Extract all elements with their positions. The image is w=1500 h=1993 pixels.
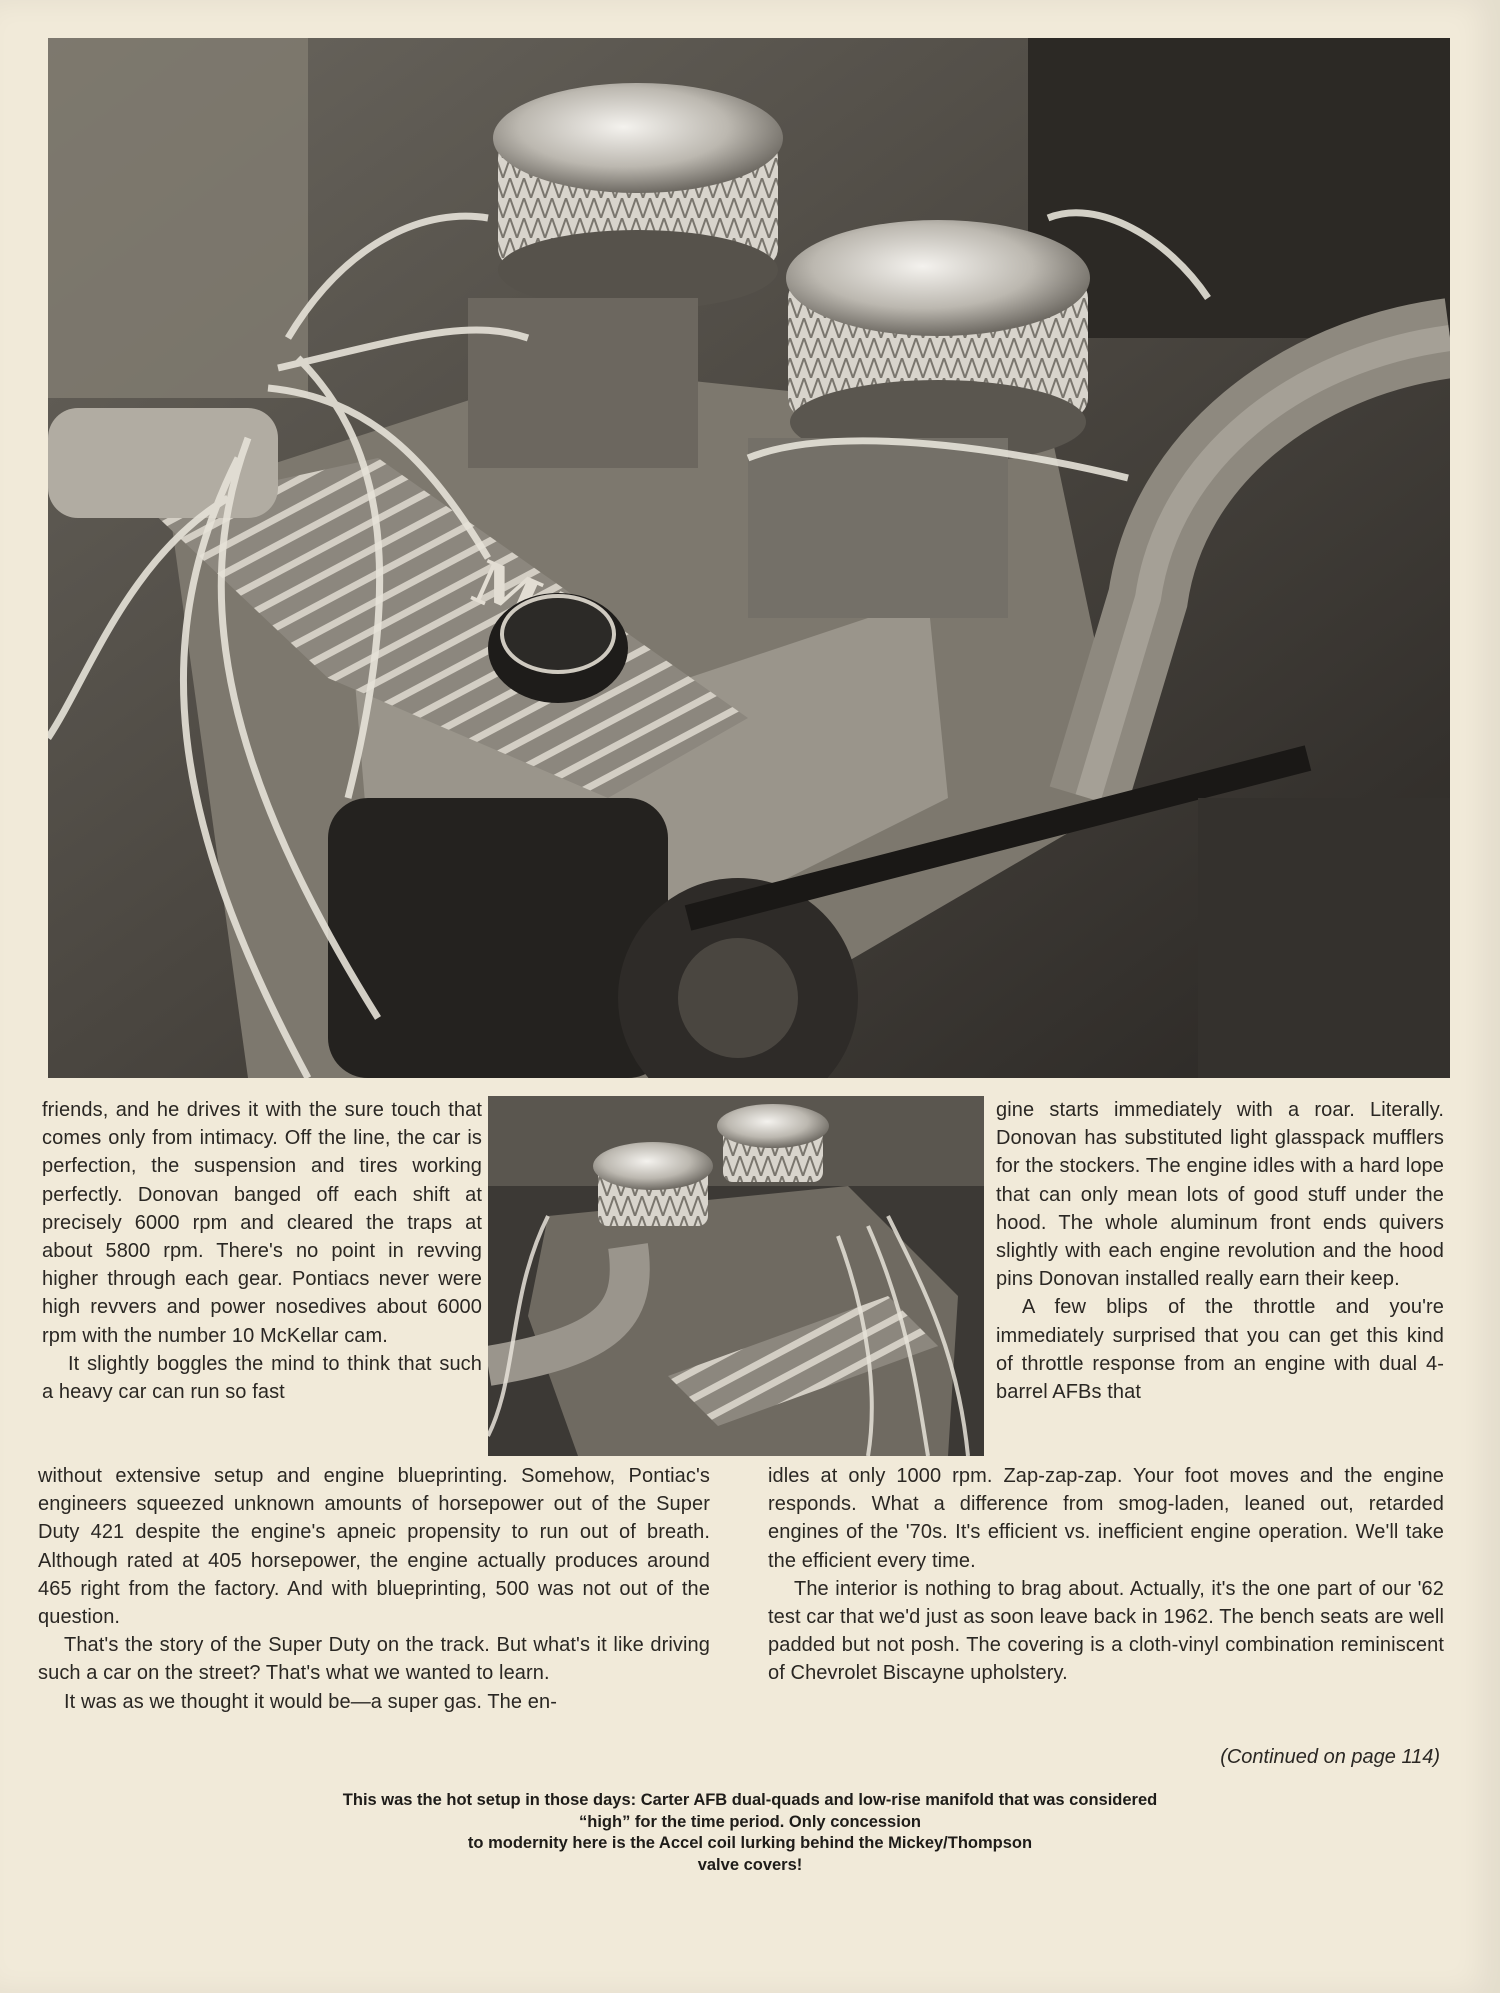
paragraph: idles at only 1000 rpm. Zap-zap-zap. Your foot moves and the engine responds. What a difference from smog-laden, leaned out, retarded engines of the '70s. It's efficient vs. inefficient engine operation. We'll take the efficient every time. xyxy=(768,1465,1444,1572)
paragraph: friends, and he drives it with the sure touch that comes only from intimacy. Off the line, the car is perfection, the suspension and tires working perfectly. Donovan banged off each shift at precisely 6000 rpm and cleared the traps at about 5800 rpm. There's no point in revving higher through each gear. Pontiacs never were high revvers and power nosedives about 6000 rpm with the number 10 McKellar cam. xyxy=(42,1099,482,1347)
column-2-lower-text xyxy=(768,1462,1444,1688)
paragraph: A few blips of the throttle and you're immediately surprised that you can get this kind of throttle response from an engine with dual 4-barrel AFBs that xyxy=(996,1296,1444,1404)
inset-engine-illustration xyxy=(488,1096,984,1456)
paragraph: The interior is nothing to brag about. Actually, it's the one part of our '62 test car that we'd just as soon leave back in 1962. The bench seats are well padded but not posh. The covering is a cloth-vinyl combination reminiscent of Chevrolet Biscayne upholstery. xyxy=(768,1577,1444,1685)
engine-bay-photo xyxy=(48,38,1450,1078)
caption-line: valve covers! xyxy=(697,1855,803,1874)
paragraph: That's the story of the Super Duty on the track. But what's it like driving such a car on the street? That's what we wanted to learn. xyxy=(38,1634,710,1685)
paragraph: It slightly boggles the mind to think that such a heavy car can run so fast xyxy=(42,1352,482,1404)
paragraph: It was as we thought it would be—a super gas. The en- xyxy=(64,1690,557,1713)
paragraph: without extensive setup and engine blueprinting. Somehow, Pontiac's engineers squeezed unknown amounts of horsepower out of the Super Duty 421 despite the engine's apneic propensity to run out of breath. Although rated at 405 horsepower, the engine actually produces around 465 right from the factory. And with blueprinting, 500 was not out of the question. xyxy=(38,1465,710,1629)
caption-line: This was the hot setup in those days: Carter AFB dual-quads and low-rise manifold that was considered xyxy=(342,1791,1158,1809)
caption-line: “high” for the time period. Only concession xyxy=(579,1812,921,1831)
column-2-upper-text xyxy=(996,1096,1444,1406)
paragraph: gine starts immediately with a roar. Literally. Donovan has substituted light glasspack mufflers for the stockers. The engine idles with a hard lope that can only mean lots of good stuff under the hood. The whole aluminum front ends quivers slightly with each engine revolution and the hood pins Donovan installed really earn their keep. xyxy=(996,1099,1444,1291)
inset-engine-photo xyxy=(488,1096,984,1456)
column-1-lower-text xyxy=(38,1462,710,1716)
column-1-upper-text xyxy=(42,1096,482,1406)
caption-line: to modernity here is the Accel coil lurking behind the Mickey/Thompson xyxy=(467,1834,1033,1852)
continued-jump-line: (Continued on page 114) xyxy=(1220,1746,1440,1768)
engine-bay-illustration xyxy=(48,38,1450,1078)
photo-caption xyxy=(220,1790,1280,1876)
